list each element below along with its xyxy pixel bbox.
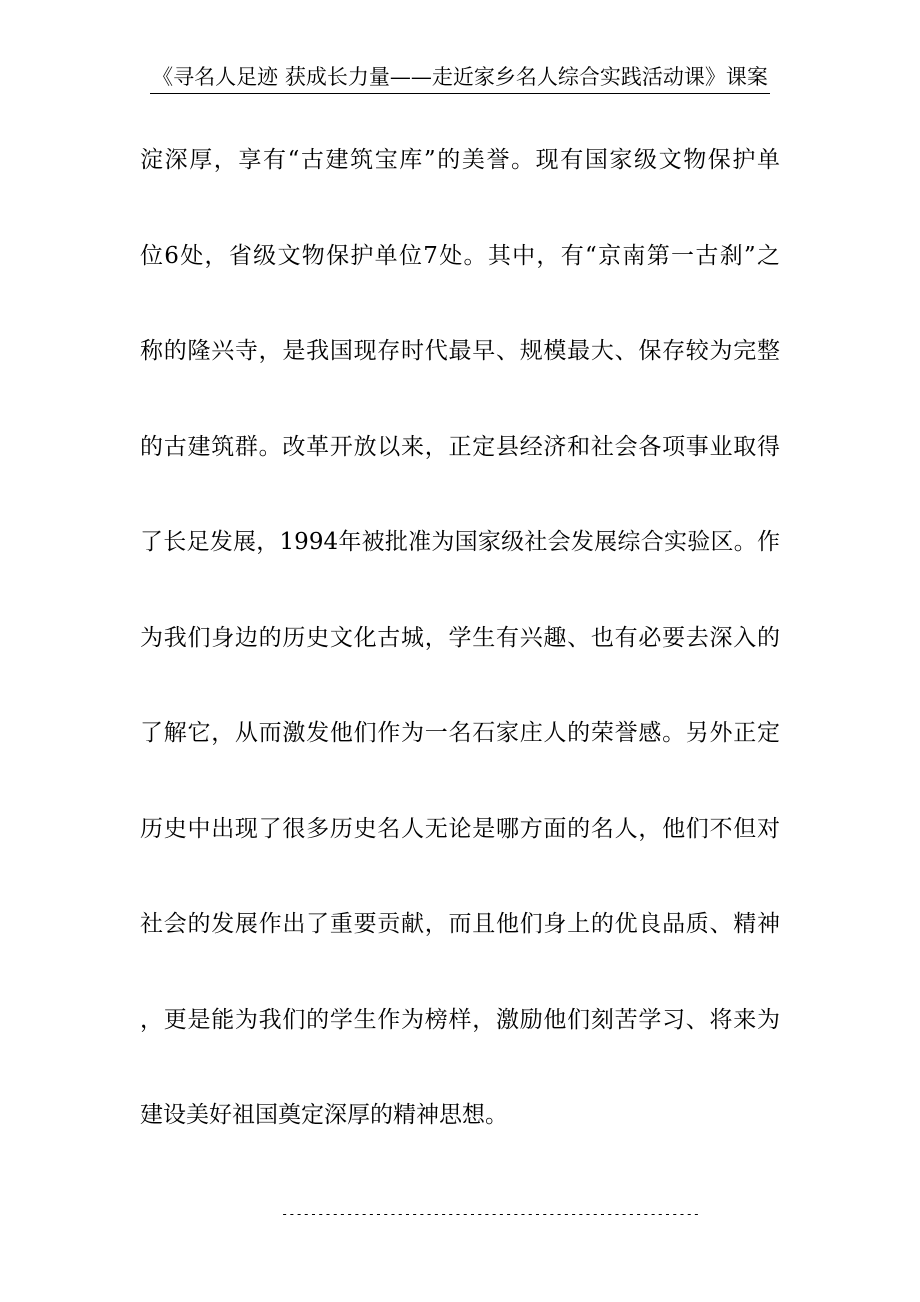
paragraph-line: 的古建筑群。改革开放以来，正定县经济和社会各项事业取得: [140, 433, 780, 460]
paragraph-line: 淀深厚，享有“古建筑宝库”的美誉。现有国家级文物保护单: [140, 147, 780, 173]
document-title: 《寻名人足迹 获成长力量——走近家乡名人综合实践活动课》课案: [150, 62, 770, 94]
paragraph-line: 历史中出现了很多历史名人无论是哪方面的名人，他们不但对: [140, 815, 780, 842]
paragraph-line: 了解它，从而激发他们作为一名石家庄人的荣誉感。另外正定: [140, 720, 780, 746]
body-paragraph: [140, 130, 780, 1181]
paragraph-line: 称的隆兴寺，是我国现存时代最早、规模最大、保存较为完整: [140, 338, 780, 364]
paragraph-line: 社会的发展作出了重要贡献，而且他们身上的优良品质、精神: [140, 911, 780, 937]
paragraph-line: 位6处，省级文物保护单位7处。其中，有“京南第一古刹”之: [140, 242, 780, 269]
paragraph-line: 了长足发展，1994年被批准为国家级社会发展综合实验区。作: [140, 529, 780, 555]
footer-dashed-rule: ----------------------------------------------------------: [281, 1207, 701, 1221]
paragraph-line: 为我们身边的历史文化古城，学生有兴趣、也有必要去深入的: [140, 624, 780, 651]
paragraph-line: 建设美好祖国奠定深厚的精神思想。: [140, 1102, 508, 1128]
page-header: [0, 62, 920, 94]
paragraph-line: ，更是能为我们的学生作为榜样，激励他们刻苦学习、将来为: [140, 1006, 780, 1033]
